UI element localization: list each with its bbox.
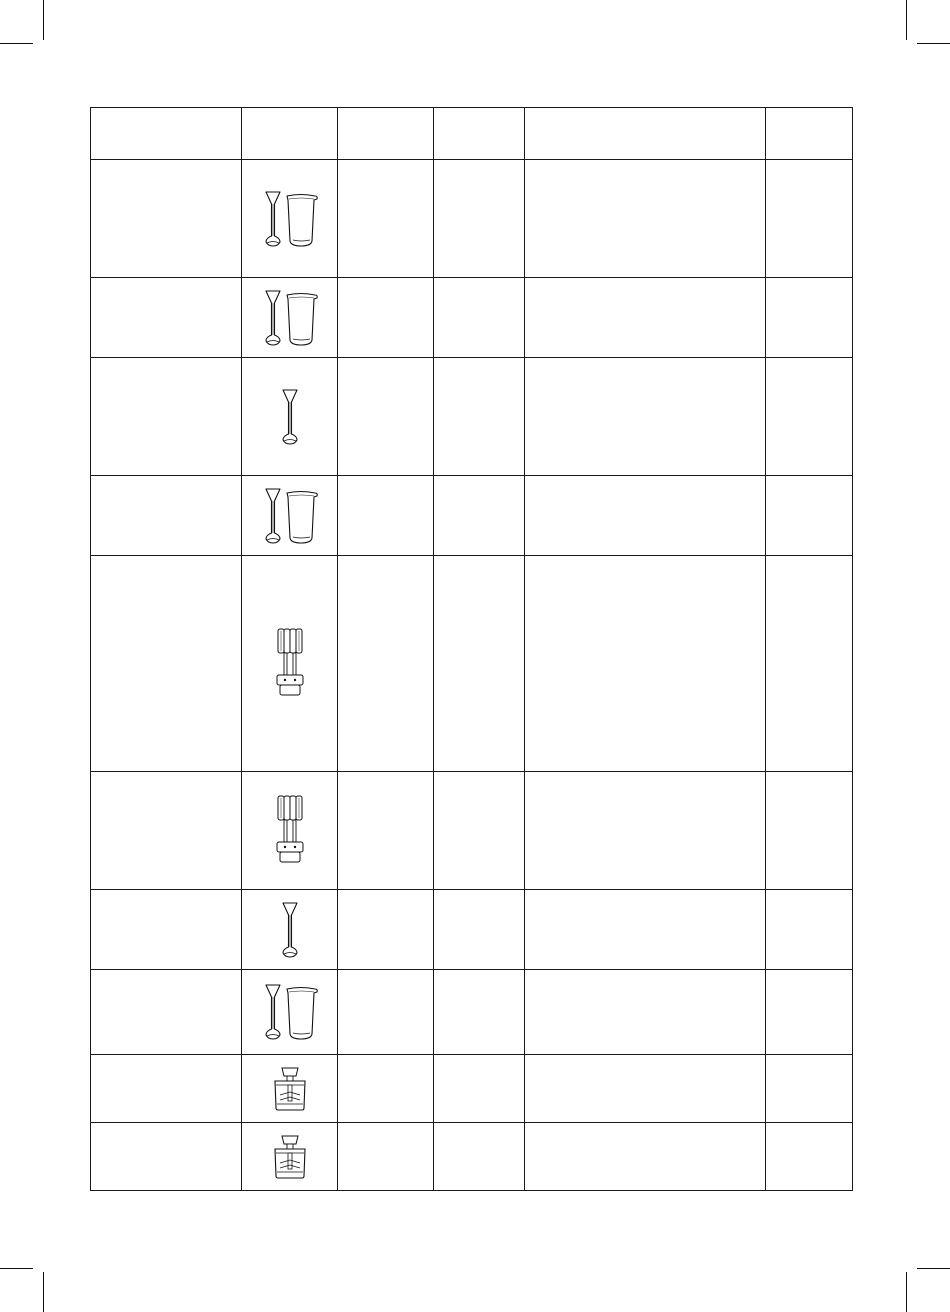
food-cell [91,358,242,476]
instructions-cell [525,358,766,476]
accessory-cell [242,358,338,476]
column-header-accessory [242,108,338,160]
crop-mark [0,43,33,44]
time-cell [766,160,853,278]
time-cell [766,772,853,890]
time-cell [766,1055,853,1123]
table-row [91,1123,853,1191]
instructions-cell [525,772,766,890]
food-cell [91,1123,242,1191]
time-cell [766,556,853,772]
food-cell [91,476,242,556]
crop-mark [43,1272,44,1312]
speed-cell [434,556,525,772]
table-row [91,160,853,278]
food-cell [91,556,242,772]
speed-cell [434,970,525,1055]
speed-cell [434,476,525,556]
chopper-bowl-icon [272,1133,308,1181]
crop-mark [906,1272,907,1312]
quantity-cell [338,278,434,358]
crop-mark [917,1268,950,1269]
food-cell [91,160,242,278]
time-cell [766,890,853,970]
instructions-cell [525,278,766,358]
speed-cell [434,160,525,278]
accessory-cell [242,772,338,890]
time-cell [766,970,853,1055]
food-cell [91,772,242,890]
blender-shaft-and-beaker-icon [258,982,322,1042]
blender-shaft-and-beaker-icon [258,189,322,249]
time-cell [766,278,853,358]
accessory-cell [242,1123,338,1191]
table-row [91,772,853,890]
column-header-time [766,108,853,160]
table-header-row [91,108,853,160]
time-cell [766,476,853,556]
table-row [91,970,853,1055]
quantity-cell [338,1055,434,1123]
chopper-bowl-icon [272,1065,308,1113]
table-row [91,556,853,772]
instructions-cell [525,476,766,556]
column-header-food [91,108,242,160]
table-row [91,890,853,970]
accessory-cell [242,970,338,1055]
table-row [91,1055,853,1123]
quantity-cell [338,160,434,278]
speed-cell [434,358,525,476]
accessory-cell [242,278,338,358]
instructions-cell [525,556,766,772]
crop-mark [906,0,907,40]
blender-shaft-icon [275,387,305,447]
accessory-cell [242,476,338,556]
blender-shaft-and-beaker-icon [258,486,322,546]
speed-cell [434,890,525,970]
quantity-cell [338,556,434,772]
blender-shaft-and-beaker-icon [258,288,322,348]
usage-table [90,107,853,1191]
instructions-cell [525,970,766,1055]
speed-cell [434,278,525,358]
column-header-instructions [525,108,766,160]
food-cell [91,970,242,1055]
quantity-cell [338,890,434,970]
time-cell [766,358,853,476]
speed-cell [434,1123,525,1191]
table-row [91,476,853,556]
food-cell [91,278,242,358]
accessory-cell [242,556,338,772]
quantity-cell [338,1123,434,1191]
speed-cell [434,772,525,890]
quantity-cell [338,772,434,890]
time-cell [766,1123,853,1191]
accessory-cell [242,160,338,278]
accessory-cell [242,1055,338,1123]
quantity-cell [338,970,434,1055]
blender-shaft-icon [275,900,305,960]
crop-mark [917,43,950,44]
crop-mark [43,0,44,40]
instructions-cell [525,1123,766,1191]
quantity-cell [338,358,434,476]
speed-cell [434,1055,525,1123]
column-header-speed [434,108,525,160]
table-row [91,278,853,358]
accessory-cell [242,890,338,970]
instructions-cell [525,890,766,970]
whisk-attachment-icon [272,625,308,703]
table-row [91,358,853,476]
column-header-quantity [338,108,434,160]
instructions-cell [525,1055,766,1123]
crop-mark [0,1268,33,1269]
instructions-cell [525,160,766,278]
food-cell [91,1055,242,1123]
quantity-cell [338,476,434,556]
whisk-attachment-icon [272,792,308,870]
food-cell [91,890,242,970]
